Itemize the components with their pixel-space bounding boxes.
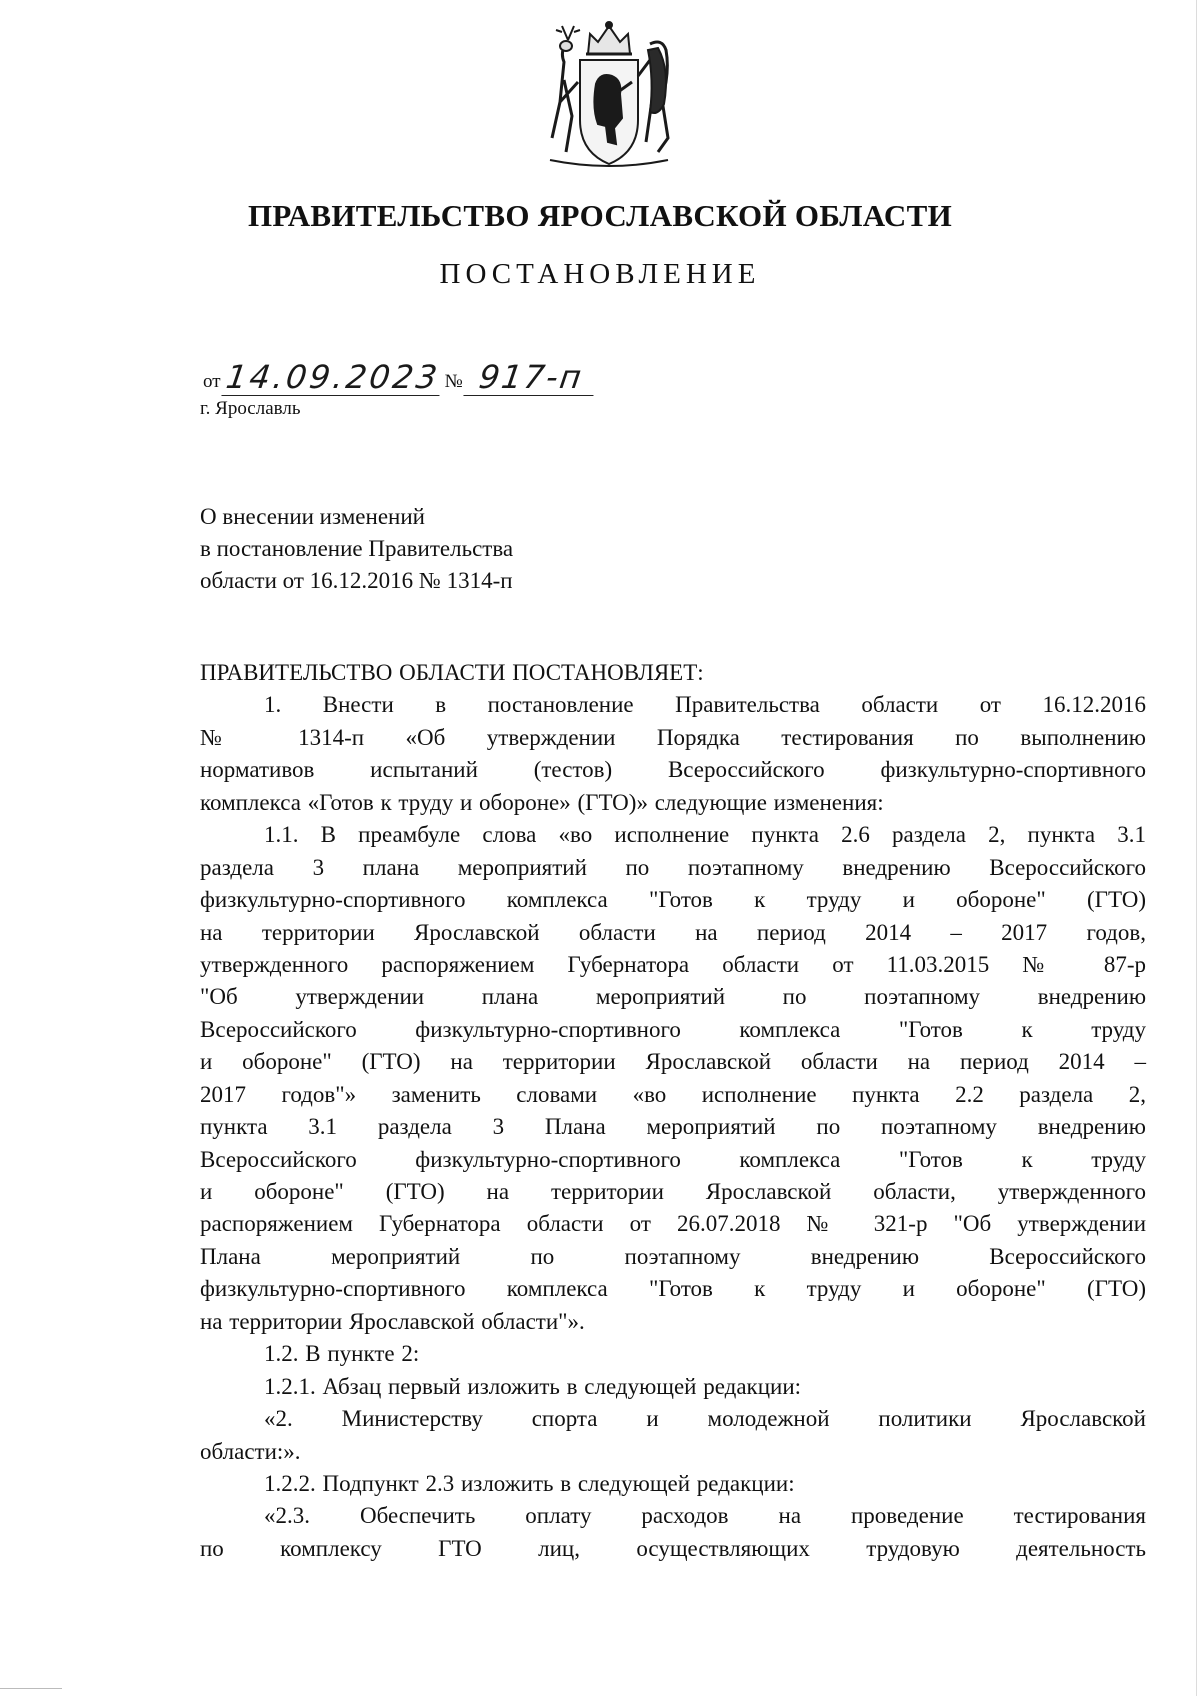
- body-line: 2017 годов"» заменить словами «во исполнение пункта 2.2 раздела 2,: [200, 1081, 1146, 1107]
- organization-title: ПРАВИТЕЛЬСТВО ЯРОСЛАВСКОЙ ОБЛАСТИ: [248, 198, 952, 233]
- body-line: "Об утверждении плана мероприятий по поэтапному внедрению: [200, 984, 1146, 1010]
- body-line: 1.1. В преамбуле слова «во исполнение пункта 2.6 раздела 2, пункта 3.1: [264, 822, 1146, 848]
- coat-of-arms-icon: [538, 20, 680, 172]
- number-sign-label: №: [444, 371, 463, 392]
- body-line: физкультурно-спортивного комплекса "Готов к труду и обороне" (ГТО): [200, 887, 1146, 913]
- body-line: физкультурно-спортивного комплекса "Готов к труду и обороне" (ГТО): [200, 1276, 1146, 1302]
- body-line: и обороне" (ГТО) на территории Ярославской области, утвержденного: [200, 1179, 1146, 1204]
- body-line: 1.2.1. Абзац первый изложить в следующей редакции:: [264, 1373, 802, 1399]
- body-line: «2. Министерству спорта и молодежной политики Ярославской: [264, 1406, 1146, 1432]
- date-prefix-label: от: [203, 371, 221, 392]
- document-subject: О внесении изменений в постановление Правительства области от 16.12.2016 № 1314-п: [200, 504, 514, 593]
- handwritten-number: 917-п: [463, 359, 598, 396]
- body-line: пункта 3.1 раздела 3 Плана мероприятий по поэтапному внедрению: [200, 1114, 1146, 1140]
- body-line: «2.3. Обеспечить оплату расходов на проведение тестирования: [264, 1503, 1146, 1529]
- handwritten-date: 14.09.2023: [221, 359, 444, 396]
- body-line: утвержденного распоряжением Губернатора области от 11.03.2015 № 87-р: [200, 951, 1146, 977]
- body-line: Всероссийского физкультурно-спортивного комплекса "Готов к труду: [200, 1146, 1146, 1172]
- document-body: [200, 657, 1146, 1565]
- body-line: Всероссийского физкультурно-спортивного комплекса "Готов к труду: [200, 1016, 1146, 1042]
- body-line: и обороне" (ГТО) на территории Ярославской области на период 2014 –: [200, 1049, 1146, 1075]
- body-line: № 1314-п «Об утверждении Порядка тестирования по выполнению: [200, 724, 1146, 750]
- body-line: области:».: [200, 1438, 301, 1464]
- registration-line: [200, 356, 596, 396]
- body-line: распоряжением Губернатора области от 26.07.2018 № 321-р "Об утверждении: [200, 1211, 1146, 1237]
- body-line: комплекса «Готов к труду и обороне» (ГТО)» следующие изменения:: [200, 789, 884, 815]
- body-line: раздела 3 плана мероприятий по поэтапному внедрению Всероссийского: [200, 854, 1146, 880]
- document-type-heading: ПОСТАНОВЛЕНИЕ: [439, 258, 761, 290]
- scan-mark: [0, 1688, 62, 1689]
- scan-edge-line: [1196, 0, 1197, 1696]
- body-line: Плана мероприятий по поэтапному внедрению Всероссийского: [200, 1243, 1146, 1269]
- body-line: 1.2.2. Подпункт 2.3 изложить в следующей редакции:: [264, 1470, 795, 1496]
- body-line: нормативов испытаний (тестов) Всероссийского физкультурно-спортивного: [200, 757, 1146, 783]
- body-line: на территории Ярославской области"».: [200, 1308, 585, 1334]
- city-label: г. Ярославль: [200, 398, 301, 419]
- body-line: 1.2. В пункте 2:: [264, 1341, 420, 1367]
- resolution-preamble: ПРАВИТЕЛЬСТВО ОБЛАСТИ ПОСТАНОВЛЯЕТ:: [200, 660, 704, 685]
- body-line: 1. Внести в постановление Правительства области от 16.12.2016: [264, 692, 1146, 718]
- body-line: по комплексу ГТО лиц, осуществляющих трудовую деятельность: [200, 1535, 1146, 1561]
- body-line: на территории Ярославской области на период 2014 – 2017 годов,: [200, 919, 1146, 945]
